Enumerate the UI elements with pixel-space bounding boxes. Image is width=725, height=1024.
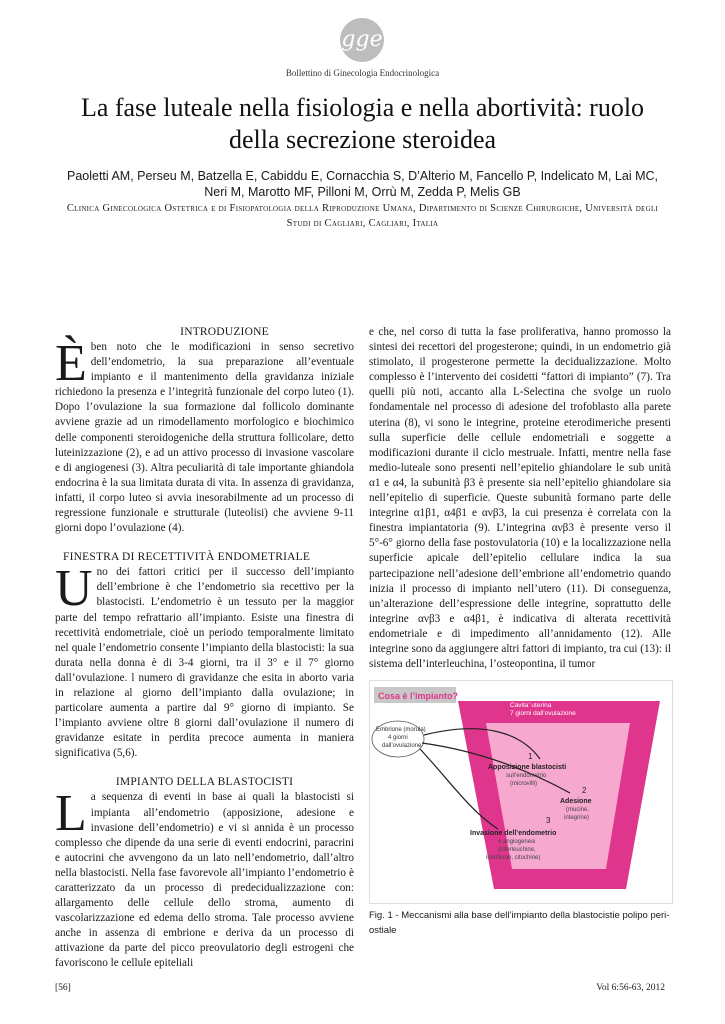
step3-title: Invasione dell’endometrio (470, 830, 557, 837)
step2-title: Adesione (560, 798, 592, 805)
intro-text: ben noto che le modificazioni in senso secretivo dell’endometrio, la sua preparazione all’eventuale impianto e il mantenimento della gravidanza iniziale richiedono la presenza e l’integrità funzionale del corpo luteo (1). Dopo l’ovulazione la sua formazione dal follicolo dominante avviene grazie ad un rimodellamento morfologico e biochimico delle componenti steroidogeniche della struttura follicolare, detto luteinizzazione (2), e ad un attivo processo di invasione vascolare e di angiogenesi (3). Altra peculiarità di tale importante ghiandola endocrina è la sua limitata durata di vita. In assenza di gravidanza, infatti, il corpo luteo si avvia inesorabilmente ad un processo di regressione funzionale e strutturale (luteolisi) che avviene 9-11 giorni dopo l’ovulazione (4). (55, 341, 354, 535)
embryo-line-2: 4 giorni (388, 735, 408, 741)
figure-caption: Fig. 1 - Meccanismi alla base dell’impianto della blastocistie polipo peri-ostiale (369, 910, 670, 936)
embryo-line-1: Embrione (morula) (376, 727, 426, 733)
author-list: Paoletti AM, Perseu M, Batzella E, Cabiddu E, Cornacchia S, D’Alterio M, Fancello P, Indelicato M, Lai MC, Neri M, Marotto MF, Pilloni M, Orrù M, Zedda P, Melis GB (66, 169, 658, 199)
step1-sub-line-1: sull’endometrio (506, 773, 547, 779)
window-heading: FINESTRA DI RECETTIVITÀ ENDOMETRIALE (63, 551, 311, 564)
logo-text: gge (341, 27, 383, 52)
drop-cap: L (55, 785, 87, 843)
step2-sub-line-1: (mucine, (566, 807, 590, 813)
step3-sub-line-1: e angiogenesi (498, 839, 536, 845)
window-text: no dei fattori critici per il successo dell’impianto dell’embrione è che l’endometrio sia recettivo per la blastocisti. L’endometrio è un tessuto per la maggior parte del tempo refrattario all’impianto. Esiste una finestra di recettività endometriale, cioè un periodo temporalmente limitato nel quale l’endometrio consente l’impianto della blastocisti: la sua durata nella donna è di 3-4 giorni, tra il 3° e il 7° giorno dall’ovulazione. l numero di gravidanze che esita in aborto varia in relazione al giorno dell’impianto dalla ovulazione; in particolare aumenta a partire dal 9° giorno di impianto. Se l’impianto avviene oltre 8 giorni dall’ovulazione il numero di gravidanze esitate in perdita precoce aumenta in maniera significativa (5,6). (55, 566, 354, 760)
page-number: [56] (55, 983, 71, 993)
drop-cap: U (55, 560, 93, 618)
step3-number: 3 (546, 816, 551, 825)
step2-number: 2 (582, 786, 587, 795)
implant-text: a sequenza di eventi in base ai quali la blastocisti si impianta all’endometrio (apposizione, adesione e invasione dell’endometrio) e vi si annida è un processo complesso che dipende da una serie di eventi endocrini, paracrini e autocrini che avvengono da un lato nell’endometrio, dall’altro nella blastocisti. Nella fase favorevole all’impianto l’endometrio è caratterizzato da un processo di predecidualizzazione con: allargamento delle cellule dello stroma, aumento di vascolarizzazione ed edema dello stroma. Tale processo avviene anche in assenza di embrione e deriva da un processo di attivazione da parte del picco preovulatorio degli estrogeni che favoriscono le cellule epiteliali (55, 791, 354, 970)
cavity-line-1: Cavita’ uterina (510, 702, 552, 709)
implantation-diagram (370, 681, 672, 903)
window-paragraph (55, 560, 354, 761)
drop-cap: È (55, 335, 87, 392)
article-title: La fase luteale nella fisiologia e nella abortività: ruolo della secrezione steroidea (80, 93, 645, 154)
cavity-line-2: 7 giorni dall’ovulazione (510, 710, 576, 717)
right-paragraph: e che, nel corso di tutta la fase proliferativa, hanno promosso la sintesi dei recettori del progesterone; quindi, in un endometrio già stimolato, il progesterone permette la decidualizzazione. Molto complesso è l’intervento dei cosidetti “fattori di impianto” (7). Tra quelli più noti, accanto alla L-Selectina che svolge un ruolo fondamentale nel processo di adesione del trofoblasto alla parete uterina (8), vi sono le integrine, proteine eterodimeriche presenti sulla superficie delle cellule endometriali e soggette a modificazioni durante il ciclo mestruale. Infatti, mentre nella fase medio-luteale sono presenti nell’epitelio ghiandolare le sub unità α1 e α4, la subunità β3 è presente sia nell’epitelio ghiandolare sia nell’epitelio di superficie. Queste subunità formano parte delle integrine α1β1, α4β1 e ανβ3, la cui presenza è correlata con la finestra impiantatoria (9). L’integrina ανβ3 è presente verso il 5°-6° giorno della fase postovulatoria (10) e la localizzazione nella superficie apicale dell’epitelio cellulare indica la sua partecipazione nell’adesione dell’embrione all’endometrio quando inizia il processo di impianto nell’utero (11). Di conseguenza, un’alterazione dell’espressione delle integrine, soprattutto delle integrine ανβ3 e α4β1, è indicativa di alterata recettività endometriale e di impedimento all’annidamento (12). Alle integrine sono da aggiungere altri fattori di impianto, tra cui (13): il sistema dell’interleuchina, l’osteopontina, il tumor (369, 326, 671, 671)
affiliation: Clinica Ginecologica Ostetrica e di Fisiopatologia della Riproduzione Umana, Dipartimento di Scienze Chirurgiche, Università degli Studi di Cagliari, Cagliari, Italia (66, 203, 659, 229)
implant-paragraph (55, 785, 354, 971)
step1-title: Apposizione blastocisti (488, 764, 567, 771)
step3-sub-line-2: (interleuchine, (498, 847, 536, 853)
journal-logo (340, 18, 384, 62)
left-column (55, 325, 354, 972)
implant-heading: IMPIANTO DELLA BLASTOCISTI (115, 776, 294, 789)
step1-number: 1 (528, 752, 533, 761)
journal-name: Bollettino di Ginecologia Endocrinologica (285, 68, 440, 78)
volume-info: Vol 6:56-63, 2012 (596, 983, 665, 993)
figure-1 (369, 680, 673, 904)
intro-paragraph (55, 335, 354, 536)
embryo-line-3: dall’ovulazione (382, 743, 422, 749)
figure-title: Cosa è l’impianto? (378, 691, 459, 701)
intro-heading: INTRODUZIONE (180, 326, 269, 338)
step2-sub-line-2: integrine) (564, 815, 590, 821)
right-column (369, 325, 671, 672)
step3-sub-line-3: interferon, citochine) (486, 855, 541, 861)
step1-sub-line-2: (microvilli) (510, 781, 537, 787)
